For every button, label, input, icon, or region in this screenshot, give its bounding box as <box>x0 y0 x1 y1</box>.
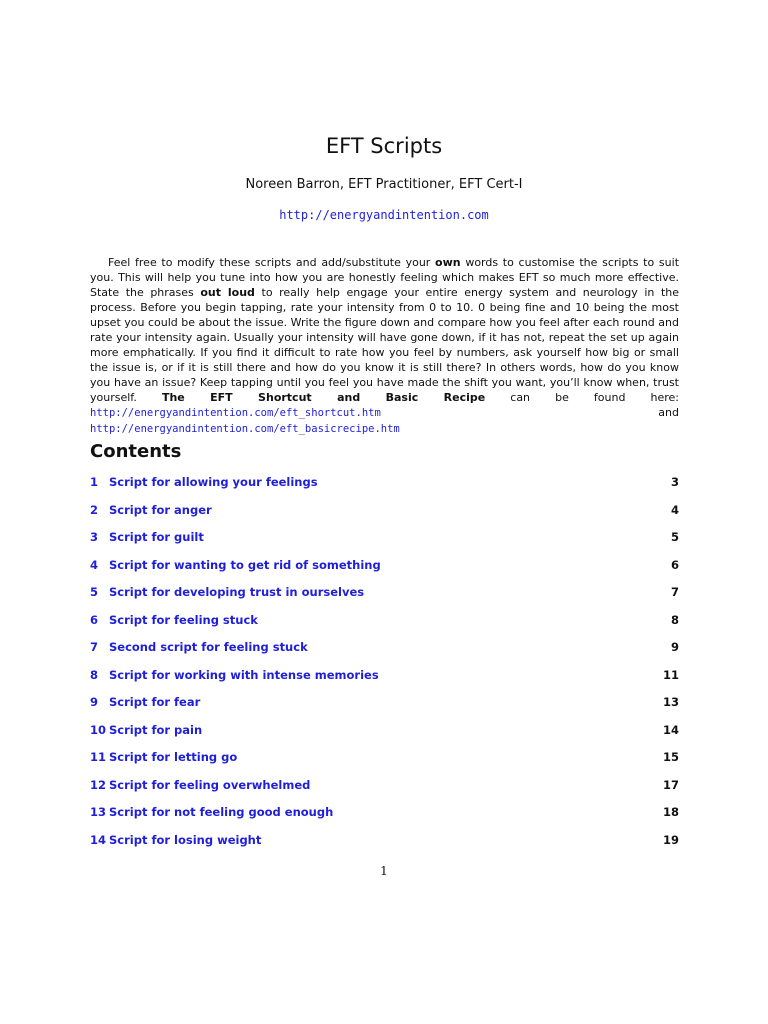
toc-entry-link[interactable]: Second script for feeling stuck <box>109 640 308 654</box>
toc-entry-number: 8 <box>90 667 99 682</box>
basic-recipe-link[interactable]: http://energyandintention.com/eft_basicrecipe.htm <box>90 423 400 435</box>
toc-entry-link[interactable]: Script for letting go <box>109 750 238 764</box>
author-line: Noreen Barron, EFT Practitioner, EFT Cert-I <box>245 177 523 192</box>
intro-paragraph <box>90 255 679 437</box>
intro-emphasis: out loud <box>200 286 255 299</box>
toc-entry-link[interactable]: Script for not feeling good enough <box>109 805 334 819</box>
toc-entry-page: 13 <box>662 695 679 709</box>
toc-entry-link[interactable]: Script for losing weight <box>109 832 262 847</box>
intro-text: to really help engage your entire energy system and neurology in the process. Before you begin tapping, rate your intensity from 0 to 10. 0 being fine and 10 being the most upset you could be about the issue. Write the figure down and compare how you feel after each round and rate your intensity again. Usually your intensity will have gone down, if it has not, repeat the set up again more emphatically. If you find it difficult to rate how you feel by numbers, ask yourself how big or small the issue is, or if it is still there and how do you know it is still there? In others words, how do you know you have an issue? Keep tapping until you feel you have made the shift you want, you’ll know when, trust yourself. <box>90 286 680 404</box>
toc-entry[interactable] <box>90 748 679 766</box>
toc-entry-link[interactable]: Script for allowing your feelings <box>109 475 318 489</box>
toc-entry-page: 7 <box>670 585 679 599</box>
toc-entry-page: 11 <box>662 667 679 682</box>
toc-entry-link[interactable]: Script for guilt <box>109 530 204 544</box>
page-number: 1 <box>380 864 388 878</box>
toc-entry-link[interactable]: Script for working with intense memories <box>109 667 379 682</box>
toc-entry-page: 19 <box>662 832 679 847</box>
toc-entry-number: 9 <box>90 695 99 709</box>
toc-entry-page: 4 <box>670 502 679 517</box>
intro-text: words to customise the scripts to suit you. This will help you tune into how you are honestly feeling which makes EFT so much more effective. State the phrases <box>90 256 680 299</box>
toc-entry-number: 5 <box>90 585 99 599</box>
toc-entry-link[interactable]: Script for wanting to get rid of something <box>109 557 381 572</box>
toc-entry-page: 9 <box>670 640 679 654</box>
toc-entry-link[interactable]: Script for developing trust in ourselves <box>109 585 365 599</box>
toc-entry-number: 13 <box>90 805 107 819</box>
toc-entry-number: 12 <box>90 777 107 792</box>
toc-entry[interactable] <box>90 583 679 601</box>
toc-entry-number: 4 <box>90 557 99 572</box>
toc-entry-link[interactable]: Script for feeling stuck <box>109 612 258 627</box>
toc-entry[interactable] <box>90 556 679 574</box>
toc-entry-link[interactable]: Script for anger <box>109 502 212 517</box>
toc-entry-page: 5 <box>670 530 679 544</box>
shortcut-link[interactable]: http://energyandintention.com/eft_shortcut.htm <box>90 407 381 419</box>
toc-entry[interactable] <box>90 776 679 794</box>
intro-text: Feel free to modify these scripts and add/substitute your <box>108 256 436 269</box>
toc-entry[interactable] <box>90 501 679 519</box>
toc-entry-page: 3 <box>670 475 679 489</box>
toc-entry-page: 15 <box>662 750 679 764</box>
intro-emphasis: own <box>435 256 461 269</box>
toc-entry-link[interactable]: Script for pain <box>109 722 203 737</box>
contents-heading: Contents <box>90 441 182 462</box>
intro-text: and <box>380 406 679 419</box>
toc-entry-link[interactable]: Script for feeling overwhelmed <box>109 777 311 792</box>
toc-entry-number: 2 <box>90 502 99 517</box>
toc-entry-number: 14 <box>90 832 107 847</box>
intro-emphasis: The EFT Shortcut and Basic Recipe <box>161 391 486 404</box>
toc-entry-page: 18 <box>662 805 679 819</box>
toc-entry-number: 11 <box>90 750 107 764</box>
toc-entry[interactable] <box>90 721 679 739</box>
toc-entry-link[interactable]: Script for fear <box>109 695 201 709</box>
toc-entry-page: 8 <box>670 612 679 627</box>
website-link[interactable]: http://energyandintention.com <box>279 208 489 222</box>
toc-entry[interactable] <box>90 666 679 684</box>
toc-entry-number: 7 <box>90 640 99 654</box>
toc-entry[interactable] <box>90 528 679 546</box>
toc-entry[interactable] <box>90 638 679 656</box>
toc-entry[interactable] <box>90 473 679 491</box>
toc-entry-number: 1 <box>90 475 99 489</box>
intro-text: can be found here: <box>485 391 679 404</box>
toc-entry[interactable] <box>90 693 679 711</box>
toc-entry-page: 17 <box>662 777 679 792</box>
toc-entry-number: 10 <box>90 722 107 737</box>
toc-entry[interactable] <box>90 831 679 849</box>
toc-entry-page: 6 <box>670 557 679 572</box>
toc-entry-number: 6 <box>90 612 99 627</box>
toc-entry[interactable] <box>90 803 679 821</box>
toc-entry-page: 14 <box>662 722 679 737</box>
document-title: EFT Scripts <box>325 134 443 158</box>
toc-entry-number: 3 <box>90 530 99 544</box>
toc-entry[interactable] <box>90 611 679 629</box>
